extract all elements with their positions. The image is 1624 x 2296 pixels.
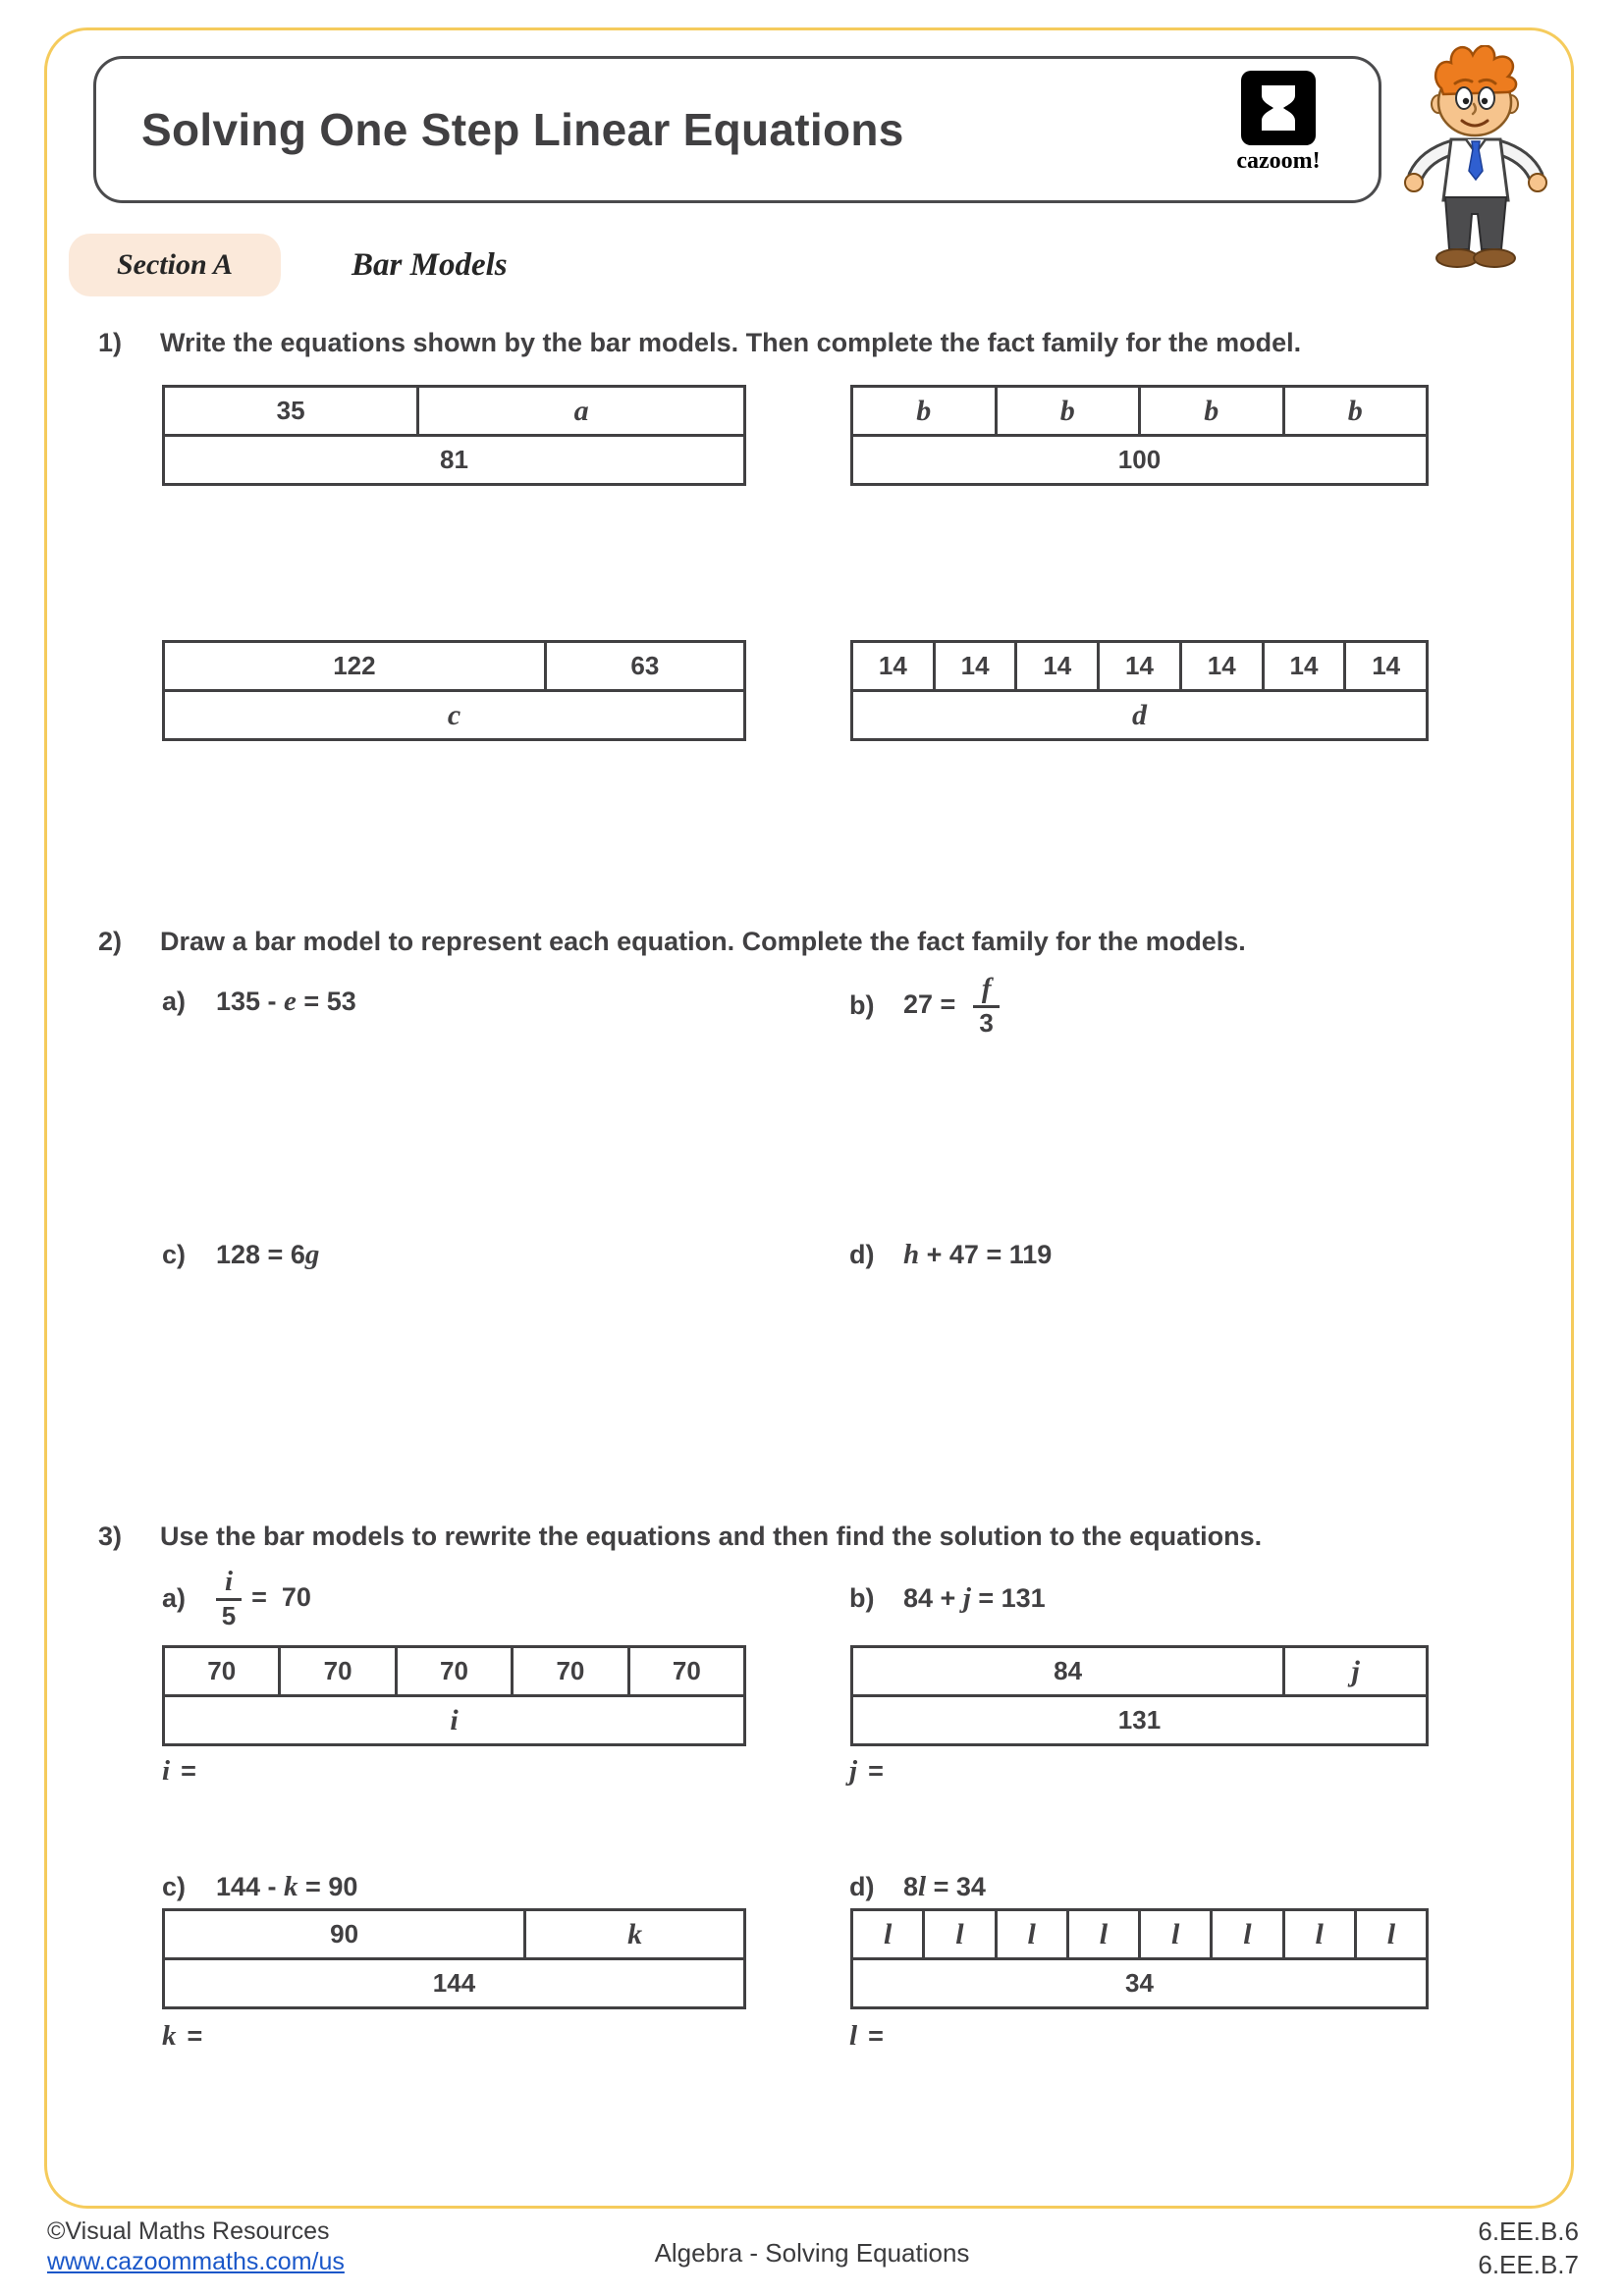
eq-variable: k [284,1871,298,1902]
bar-row [853,1911,1426,1957]
question-number: 3) [98,1522,123,1551]
bar-cell-variable: l [1282,1911,1354,1957]
bar-model-3b [850,1645,1429,1746]
eq-term: = 131 [970,1583,1046,1613]
page-title: Solving One Step Linear Equations [141,104,904,155]
eq-term: 135 - [216,987,285,1016]
bar-model-1b [850,385,1429,486]
bar-row [853,1694,1426,1743]
equation-3c [162,1871,357,1903]
bar-cell: 70 [395,1648,511,1694]
equation-text [903,974,1009,1038]
bar-row [165,643,743,689]
bar-cell: 144 [432,1968,476,1998]
bar-cell: 70 [627,1648,743,1694]
bar-cell: 14 [1014,643,1097,689]
eq-term: 144 - [216,1872,285,1901]
bar-row [853,434,1426,483]
section-label: Section A [116,248,234,281]
eq-term: 27 = [903,989,963,1020]
bar-row [165,1648,743,1694]
answer-variable: i [162,1755,171,1787]
bar-row [853,1957,1426,2006]
bar-cell-variable: l [922,1911,994,1957]
item-label: d) [849,1240,875,1269]
bar-cell: 100 [1117,445,1162,474]
fraction-numerator: f [973,974,1001,1008]
eq-term: + 47 = 119 [919,1240,1053,1269]
footer-topic: Algebra - Solving Equations [654,2238,970,2268]
bar-row [165,1911,743,1957]
bar-cell-variable: l [1210,1911,1281,1957]
eq-term: 84 + [903,1583,963,1613]
eq-term: 8 [903,1872,919,1901]
equation-2c [162,1239,319,1271]
bar-cell: 131 [1117,1705,1162,1735]
bar-row [165,1957,743,2006]
bar-row [853,689,1426,738]
bar-cell-variable: c [447,698,461,731]
eq-term: = 53 [296,987,356,1016]
equation-text [903,1871,986,1903]
bar-cell: 70 [278,1648,394,1694]
bar-cell: 14 [1179,643,1262,689]
bar-cell-variable: i [450,1703,459,1736]
item-label: a) [162,1582,187,1613]
answer-variable: k [162,2020,177,2052]
bar-cell-variable: b [995,388,1139,434]
item-label: b) [849,1583,875,1613]
bar-cell: 14 [1343,643,1426,689]
eq-term: = 90 [298,1872,358,1901]
bar-row [165,388,743,434]
equation-text [216,1871,357,1903]
bar-cell: 81 [440,445,468,474]
cazoom-hourglass-icon [1241,71,1316,145]
eq-term: = 34 [926,1872,986,1901]
question-prompt: Use the bar models to rewrite the equations and then find the solution to the equations. [160,1522,1263,1551]
answer-equals: = [868,1756,884,1786]
bar-cell-variable: l [995,1911,1066,1957]
item-label: b) [849,989,875,1020]
question-2-header [98,927,1532,957]
item-label: d) [849,1872,875,1901]
bar-cell: 122 [333,651,376,680]
bar-model-1d [850,640,1429,741]
item-label: c) [162,1240,187,1269]
bar-cell-variable: b [1138,388,1282,434]
eq-variable: g [304,1239,320,1270]
bar-cell: 84 [1054,1656,1083,1685]
bar-cell: 34 [1125,1968,1154,1998]
copyright-text: ©Visual Maths Resources [47,2217,330,2245]
bar-row [853,1648,1426,1694]
bar-cell-variable: b [916,394,932,427]
bar-model-1c [162,640,746,741]
bar-cell: 14 [1097,643,1179,689]
fraction-numerator: i [216,1567,242,1601]
question-number: 2) [98,927,123,956]
answer-variable: l [849,2020,858,2052]
bar-cell: 14 [1262,643,1344,689]
answer-equals: = [868,2021,884,2051]
bar-cell: 70 [207,1656,237,1685]
answer-variable: j [849,1755,858,1787]
equation-3d [849,1871,986,1903]
bar-cell-variable: j [1282,1648,1426,1694]
footer-standards [1478,2215,1579,2281]
bar-row [165,434,743,483]
equation-text [216,1239,319,1271]
bar-row [853,388,1426,434]
bar-model-1a [162,385,746,486]
question-prompt: Draw a bar model to represent each equation. Complete the fact family for the models. [160,927,1246,956]
website-link[interactable]: www.cazoommaths.com/us [47,2248,345,2275]
eq-term: 128 = 6 [216,1240,305,1269]
equation-2b [849,966,1009,1044]
bar-cell-variable: l [1138,1911,1210,1957]
eq-variable: e [284,986,297,1017]
bar-cell-variable: a [416,388,743,434]
answer-line-k [162,2020,202,2053]
cazoom-logo-text: cazoom! [1236,148,1321,174]
answer-equals: = [187,2021,203,2051]
section-title: Bar Models [352,246,508,283]
answer-equals: = [181,1756,196,1786]
answer-line-l [849,2020,884,2053]
bar-cell-variable: d [1132,698,1147,731]
equation-2d [849,1239,1052,1271]
eq-variable: l [918,1871,927,1902]
question-1-header [98,328,1532,358]
answer-line-j [849,1755,884,1788]
section-header [69,234,508,296]
bar-cell: 70 [511,1648,626,1694]
bar-cell: 90 [330,1919,359,1949]
standard-code: 6.EE.B.7 [1478,2250,1579,2279]
equation-3b [849,1582,1046,1615]
bar-row [853,643,1426,689]
fraction-denominator: 3 [979,1008,994,1039]
equation-2a [162,986,356,1018]
question-prompt: Write the equations shown by the bar models. Then complete the fact family for the model. [160,328,1302,357]
bar-model-3c [162,1908,746,2009]
bar-cell: 14 [933,643,1015,689]
fraction [973,974,1001,1038]
equation-text [216,1567,311,1630]
bar-cell-variable: l [883,1917,893,1950]
answer-line-i [162,1755,196,1788]
standard-code: 6.EE.B.6 [1478,2216,1579,2246]
fraction [216,1567,242,1630]
mascot-illustration [1382,45,1569,281]
bar-row [165,689,743,738]
bar-row [165,1694,743,1743]
bar-cell: 63 [544,643,743,689]
bar-model-3a [162,1645,746,1746]
equation-text [216,986,356,1018]
bar-cell: 14 [878,651,907,680]
bar-cell: 35 [276,396,305,425]
eq-variable: j [962,1582,971,1614]
equation-text [903,1239,1052,1271]
fraction-denominator: 5 [221,1601,237,1631]
section-label-badge [69,234,281,296]
bar-cell-variable: l [1066,1911,1138,1957]
bar-cell-variable: l [1354,1911,1426,1957]
title-box [93,56,1381,203]
bar-cell-variable: b [1282,388,1427,434]
item-label: c) [162,1872,187,1901]
bar-cell-variable: k [523,1911,743,1957]
cazoom-logo [1219,71,1337,175]
question-3-header [98,1522,1532,1552]
item-label: a) [162,987,187,1016]
bar-model-3d [850,1908,1429,2009]
equation-3a [162,1559,311,1637]
equation-text [903,1582,1046,1615]
eq-term: = 70 [251,1582,311,1613]
question-number: 1) [98,328,123,357]
eq-variable: h [903,1239,920,1270]
